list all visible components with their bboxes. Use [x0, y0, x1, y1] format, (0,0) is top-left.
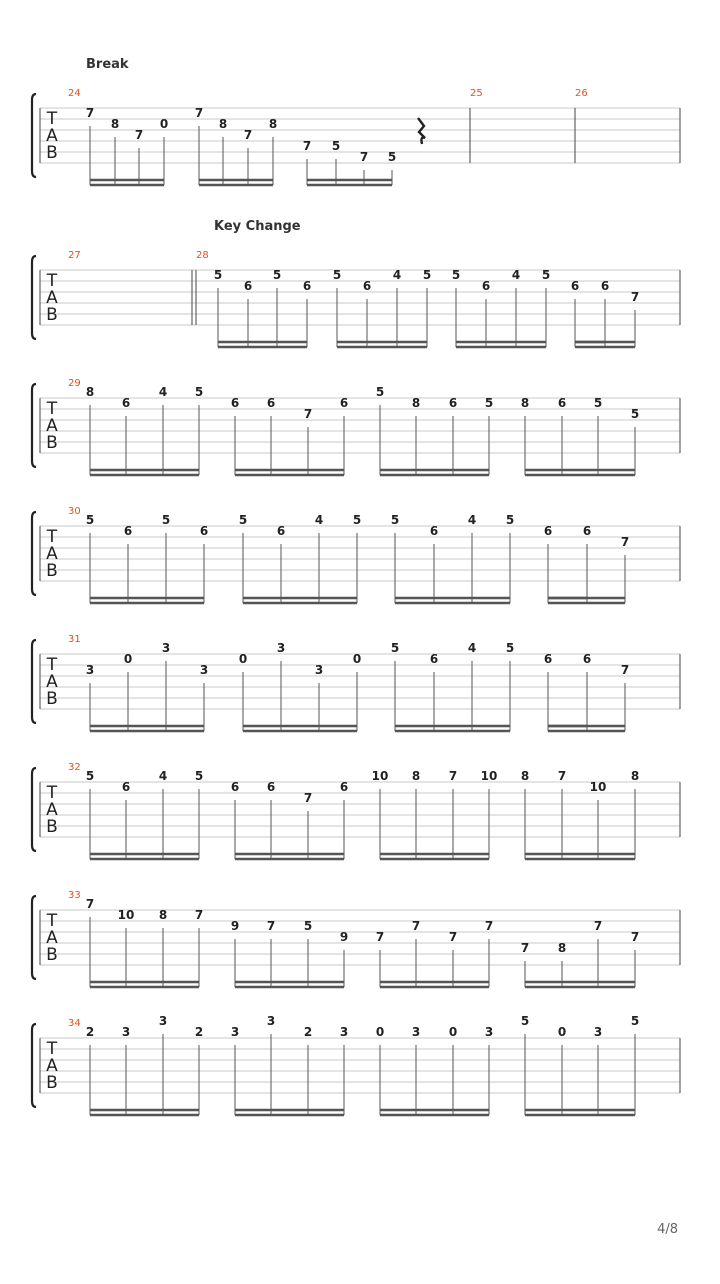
fret-number: 7 [303, 407, 313, 421]
fret-number: 2 [194, 1025, 204, 1039]
fret-number: 3 [199, 663, 209, 677]
fret-number: 6 [266, 780, 276, 794]
fret-number: 7 [266, 919, 276, 933]
fret-number: 8 [411, 769, 421, 783]
fret-number: 6 [362, 279, 372, 293]
fret-number: 5 [161, 513, 171, 527]
fret-number: 3 [484, 1025, 494, 1039]
tab-clef-letter: A [46, 288, 58, 308]
tab-clef-letter: A [46, 800, 58, 820]
fret-number: 5 [390, 513, 400, 527]
fret-number: 7 [448, 769, 458, 783]
fret-number: 5 [85, 513, 95, 527]
tab-clef-letter: B [46, 817, 58, 837]
tab-clef-letter: B [46, 1073, 58, 1093]
fret-number: 3 [230, 1025, 240, 1039]
fret-number: 7 [85, 106, 95, 120]
fret-number: 10 [480, 769, 498, 783]
fret-number: 5 [332, 268, 342, 282]
fret-number: 0 [557, 1025, 567, 1039]
fret-number: 4 [158, 385, 168, 399]
fret-number: 0 [123, 652, 133, 666]
fret-number: 4 [511, 268, 521, 282]
tab-clef-letter: T [46, 655, 58, 675]
fret-number: 4 [314, 513, 324, 527]
measure-number: 24 [68, 88, 81, 99]
fret-number: 5 [484, 396, 494, 410]
fret-number: 6 [339, 780, 349, 794]
fret-number: 5 [520, 1014, 530, 1028]
tab-clef-letter: A [46, 1056, 58, 1076]
fret-number: 3 [266, 1014, 276, 1028]
fret-number: 7 [85, 897, 95, 911]
measure-number: 29 [68, 378, 81, 389]
tab-clef-letter: A [46, 672, 58, 692]
fret-number: 5 [375, 385, 385, 399]
page-number: 4/8 [657, 1222, 678, 1237]
fret-number: 7 [359, 150, 369, 164]
fret-number: 9 [230, 919, 240, 933]
measure-number: 30 [68, 506, 81, 517]
fret-number: 7 [375, 930, 385, 944]
fret-number: 5 [331, 139, 341, 153]
fret-number: 3 [411, 1025, 421, 1039]
fret-number: 7 [620, 663, 630, 677]
measure-number: 32 [68, 762, 81, 773]
fret-number: 6 [121, 396, 131, 410]
tab-clef-letter: A [46, 544, 58, 564]
fret-number: 5 [352, 513, 362, 527]
measure-number: 28 [196, 250, 209, 261]
fret-number: 8 [520, 396, 530, 410]
tab-clef-letter: A [46, 928, 58, 948]
fret-number: 6 [199, 524, 209, 538]
tab-clef-letter: B [46, 305, 58, 325]
fret-number: 6 [448, 396, 458, 410]
fret-number: 9 [339, 930, 349, 944]
fret-number: 7 [134, 128, 144, 142]
fret-number: 8 [411, 396, 421, 410]
measure-number: 31 [68, 634, 81, 645]
fret-number: 6 [266, 396, 276, 410]
system-bracket [32, 512, 36, 595]
fret-number: 6 [429, 652, 439, 666]
fret-number: 7 [243, 128, 253, 142]
system-bracket [32, 384, 36, 467]
fret-number: 7 [520, 941, 530, 955]
fret-number: 7 [448, 930, 458, 944]
fret-number: 6 [123, 524, 133, 538]
fret-number: 6 [481, 279, 491, 293]
tab-clef-letter: B [46, 143, 58, 163]
fret-number: 5 [303, 919, 313, 933]
fret-number: 6 [230, 396, 240, 410]
fret-number: 6 [121, 780, 131, 794]
fret-number: 5 [593, 396, 603, 410]
fret-number: 5 [541, 268, 551, 282]
fret-number: 6 [230, 780, 240, 794]
tab-clef-letter: T [46, 911, 58, 931]
tab-clef-letter: A [46, 126, 58, 146]
tab-clef-letter: T [46, 783, 58, 803]
fret-number: 0 [375, 1025, 385, 1039]
system-bracket [32, 94, 36, 177]
tab-clef-letter: A [46, 416, 58, 436]
fret-number: 5 [390, 641, 400, 655]
fret-number: 7 [630, 290, 640, 304]
fret-number: 8 [557, 941, 567, 955]
fret-number: 6 [429, 524, 439, 538]
fret-number: 7 [593, 919, 603, 933]
fret-number: 3 [314, 663, 324, 677]
fret-number: 4 [467, 641, 477, 655]
fret-number: 4 [392, 268, 402, 282]
measure-number: 27 [68, 250, 81, 261]
quarter-rest [418, 118, 425, 144]
fret-number: 3 [339, 1025, 349, 1039]
measure-number: 26 [575, 88, 588, 99]
fret-number: 5 [422, 268, 432, 282]
fret-number: 0 [159, 117, 169, 131]
tab-clef-letter: B [46, 561, 58, 581]
section-label: Break [86, 57, 129, 72]
measure-number: 34 [68, 1018, 81, 1029]
fret-number: 0 [352, 652, 362, 666]
fret-number: 8 [268, 117, 278, 131]
fret-number: 8 [85, 385, 95, 399]
fret-number: 5 [505, 513, 515, 527]
section-label: Key Change [214, 219, 301, 234]
system-bracket [32, 1024, 36, 1107]
fret-number: 10 [589, 780, 607, 794]
fret-number: 8 [520, 769, 530, 783]
fret-number: 3 [161, 641, 171, 655]
fret-number: 3 [593, 1025, 603, 1039]
tab-clef-letter: T [46, 1039, 58, 1059]
fret-number: 8 [218, 117, 228, 131]
fret-number: 10 [371, 769, 389, 783]
fret-number: 3 [85, 663, 95, 677]
fret-number: 0 [238, 652, 248, 666]
tab-clef-letter: B [46, 945, 58, 965]
fret-number: 2 [85, 1025, 95, 1039]
fret-number: 8 [110, 117, 120, 131]
fret-number: 7 [630, 930, 640, 944]
fret-number: 7 [303, 791, 313, 805]
fret-number: 7 [557, 769, 567, 783]
fret-number: 5 [630, 407, 640, 421]
fret-number: 5 [194, 769, 204, 783]
fret-number: 5 [213, 268, 223, 282]
fret-number: 5 [387, 150, 397, 164]
fret-number: 5 [85, 769, 95, 783]
fret-number: 2 [303, 1025, 313, 1039]
tab-clef-letter: T [46, 109, 58, 129]
fret-number: 5 [630, 1014, 640, 1028]
fret-number: 6 [570, 279, 580, 293]
fret-number: 5 [505, 641, 515, 655]
system-bracket [32, 640, 36, 723]
system-bracket [32, 256, 36, 339]
fret-number: 7 [194, 908, 204, 922]
fret-number: 7 [302, 139, 312, 153]
fret-number: 7 [411, 919, 421, 933]
fret-number: 0 [448, 1025, 458, 1039]
fret-number: 6 [543, 652, 553, 666]
system-bracket [32, 896, 36, 979]
fret-number: 5 [238, 513, 248, 527]
fret-number: 4 [158, 769, 168, 783]
fret-number: 7 [484, 919, 494, 933]
fret-number: 8 [158, 908, 168, 922]
fret-number: 3 [158, 1014, 168, 1028]
fret-number: 7 [620, 535, 630, 549]
fret-number: 6 [339, 396, 349, 410]
tab-clef-letter: T [46, 527, 58, 547]
tab-clef-letter: T [46, 271, 58, 291]
fret-number: 5 [272, 268, 282, 282]
system-bracket [32, 768, 36, 851]
tab-clef-letter: T [46, 399, 58, 419]
tab-clef-letter: B [46, 689, 58, 709]
fret-number: 6 [302, 279, 312, 293]
tab-clef-letter: B [46, 433, 58, 453]
fret-number: 6 [557, 396, 567, 410]
fret-number: 6 [243, 279, 253, 293]
fret-number: 3 [276, 641, 286, 655]
fret-number: 7 [194, 106, 204, 120]
fret-number: 5 [194, 385, 204, 399]
fret-number: 6 [582, 524, 592, 538]
measure-number: 33 [68, 890, 81, 901]
fret-number: 5 [451, 268, 461, 282]
measure-number: 25 [470, 88, 483, 99]
fret-number: 6 [543, 524, 553, 538]
fret-number: 8 [630, 769, 640, 783]
fret-number: 6 [276, 524, 286, 538]
fret-number: 6 [600, 279, 610, 293]
fret-number: 6 [582, 652, 592, 666]
fret-number: 3 [121, 1025, 131, 1039]
fret-number: 10 [117, 908, 135, 922]
fret-number: 4 [467, 513, 477, 527]
